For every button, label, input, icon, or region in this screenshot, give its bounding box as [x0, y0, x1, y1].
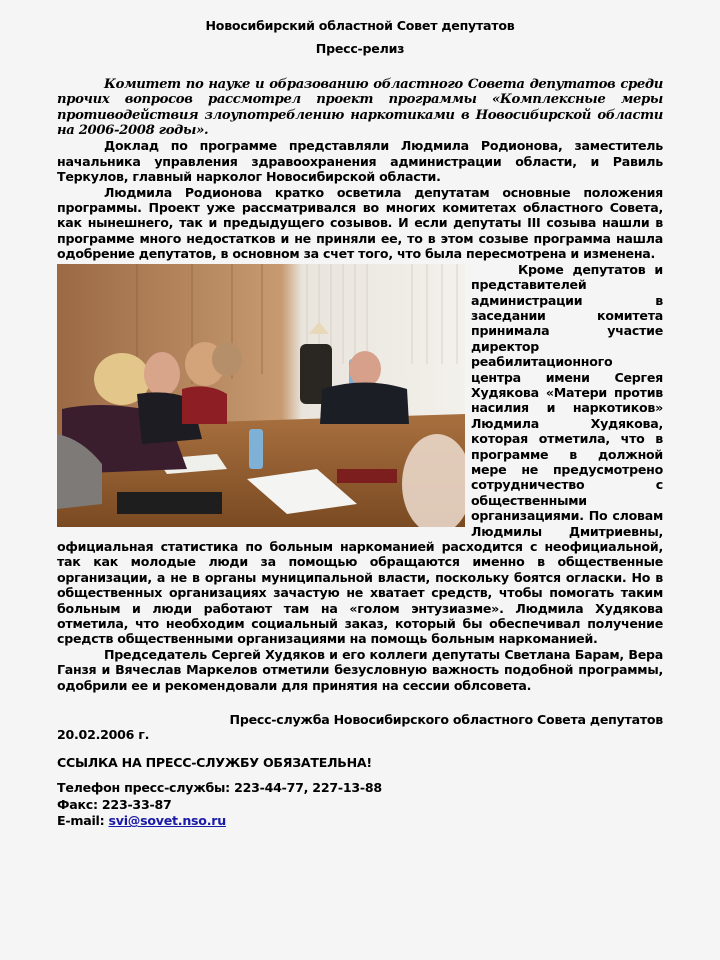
- email-label: E-mail:: [57, 813, 109, 829]
- press-release: [57, 18, 663, 830]
- paragraph-chairman: Председатель Сергей Худяков и его коллеги депутаты Светлана Барам, Вера Ганзя и Вячеслав Маркелов отметили безусловную важность подобной программы, одобрили ее и рекомендовали для принятия на сессии облсовета.: [57, 646, 663, 693]
- lead-paragraph: Комитет по науке и образованию областного Совета депутатов среди прочих вопросов рассмотрел проект программы «Комплексные меры противодействия злоупотреблению наркотиками в Новосибирской области на 2006-2008 годы».: [57, 76, 663, 139]
- attribution-notice: ССЫЛКА НА ПРЕСС-СЛУЖБУ ОБЯЗАТЕЛЬНА!: [57, 754, 372, 770]
- email-line: [57, 813, 663, 830]
- phone-line: [57, 780, 663, 797]
- paragraph-report: Доклад по программе представляли Людмила Родионова, заместитель начальника управления здравоохранения администрации области, и Равиль Теркулов, главный нарколог Новосибирской области.: [57, 138, 663, 185]
- fax-label: Факс:: [57, 796, 102, 812]
- paragraph-participant: Кроме депутатов и представителей администрации в заседании комитета принимала участие директор реабилитационного центра имени Сергея Худякова «Матери против насилия и наркотиков» Людмила Худякова, которая отметила, что в программе в должной мере не предусмотрено сотрудничество с общественными организациями. По словам Людмилы Дмитриевны, официальная статистика по больным наркоманией расходится с неофициальной, так как молодые люди за помощью обращаются именно в общественные организации, а не в органы муниципальной власти, поскольку боятся огласки. Но в общественных организациях зачастую не хватает средств, чтобы помогать таким больным и люди работают там на «голом энтузиазме». Людмила Худякова отметила, что необходим социальный заказ, который бы обеспечивал получение средств общественными организациями на помощь больным наркоманией.: [57, 261, 663, 647]
- fax-line: [57, 797, 663, 814]
- meeting-photo-image: [57, 264, 465, 527]
- document-type: Пресс-релиз: [315, 41, 405, 57]
- press-service-signature: Пресс-служба Новосибирского областного Совета депутатов: [229, 712, 663, 728]
- meeting-photo: [57, 264, 465, 527]
- contacts: [57, 780, 663, 830]
- phone-label: Телефон пресс-службы:: [57, 780, 235, 796]
- email-link[interactable]: svi@sovet.nso.ru: [108, 813, 226, 829]
- paragraph-program: Людмила Родионова кратко осветила депутатам основные положения программы. Проект уже рассматривался во многих комитетах областного Совета, как нынешнего, так и предыдущего созывов. И если депутаты III созыва нашли в программе много недостатков и не приняли ее, то в этом созыве программа нашла одобрение депутатов, в основном за счет того, что была пересмотрена и изменена.: [57, 184, 663, 262]
- organization-title: Новосибирский областной Совет депутатов: [205, 18, 515, 33]
- phone-value: 223-44-77, 227-13-88: [234, 780, 382, 796]
- release-date: 20.02.2006 г.: [57, 727, 150, 743]
- fax-value: 223-33-87: [101, 796, 172, 812]
